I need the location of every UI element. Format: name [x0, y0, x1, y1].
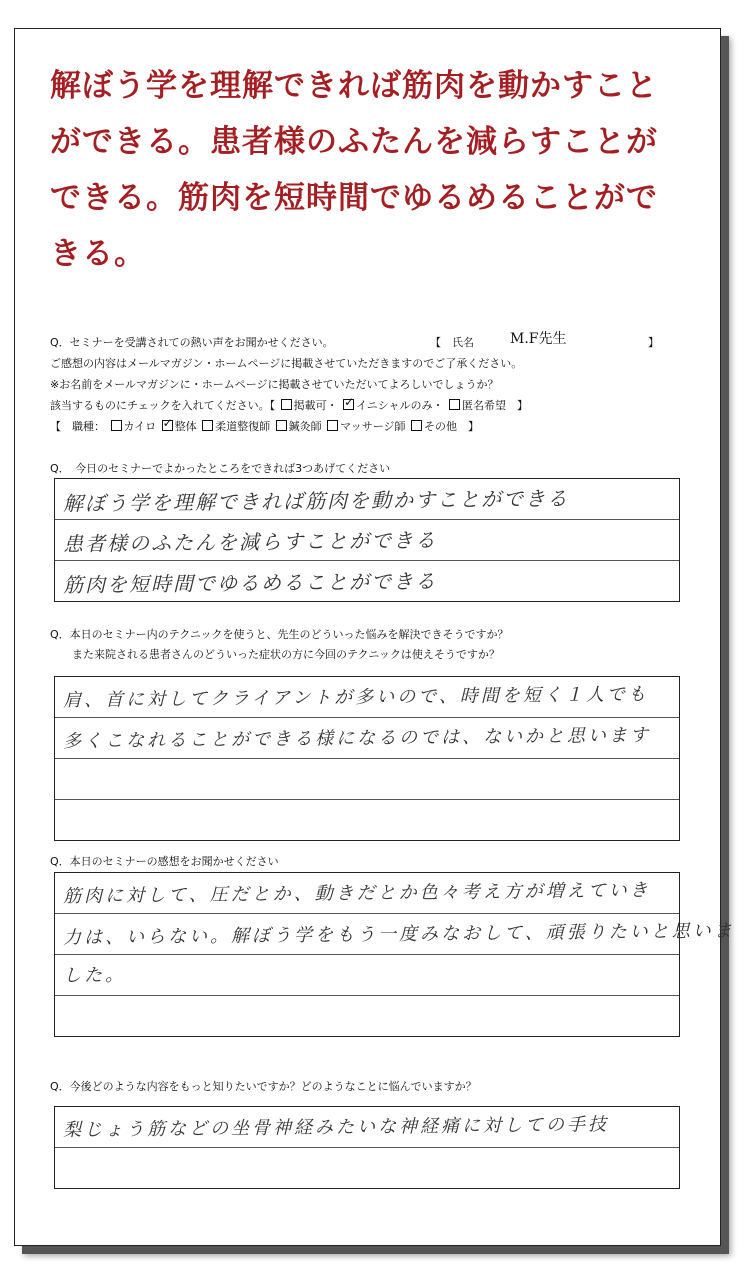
question-future-topics: Q．今後どのような内容をもっと知りたいですか？どのようなことに悩んでいますか？ [50, 1080, 477, 1093]
question-technique-sub: また来院される患者さんのどういった症状の方に今回のテクニックは使えそうですか？ [50, 648, 500, 661]
answer-line [55, 520, 679, 561]
handwritten-answer: 筋肉を短時間でゆるめることができる [62, 569, 438, 597]
check-intro: 該当するものにチェックを入れてください。【 [50, 399, 276, 412]
headline-line: きる。 [50, 236, 146, 272]
other-checkbox[interactable] [411, 420, 422, 431]
handwritten-answer: 肩、首に対してクライアントが多いので、時間を短く１人でも [62, 683, 649, 712]
name-value: M.F先生 [510, 331, 567, 347]
publish-checkbox[interactable] [281, 399, 292, 410]
question-technique: Q．本日のセミナー内のテクニックを使うと、先生のどういった悩みを解決できそうですか？ [50, 628, 509, 641]
handwritten-answer: 梨じょう筋などの坐骨神経みたいな神経痛に対しての手技 [62, 1114, 610, 1141]
headline-line: できる。筋肉を短時間でゆるめることがで [50, 180, 658, 216]
voice-question-text: Q．セミナーを受講されての熱い声をお聞かせください。 [50, 336, 334, 349]
answer-line [55, 800, 679, 840]
occupation-option: その他 】 [424, 420, 480, 433]
occupation-option: マッサージ師 [340, 420, 406, 433]
handwritten-answer: 多くこなれることができる様になるのでは、ないかと思います [62, 724, 652, 753]
question-impressions: Q．本日のセミナーの感想をお聞かせください [50, 855, 279, 868]
occupation-option: 鍼灸師 [288, 420, 322, 433]
occupation-label: 【 職種： [50, 420, 105, 433]
answer-line [55, 1107, 679, 1148]
answer-line [55, 873, 679, 914]
answer-line [55, 479, 679, 520]
anonymous-checkbox[interactable] [449, 399, 460, 410]
consent-notice: ご感想の内容はメールマガジン・ホームページに掲載させていただきますのでご了承ください。 [50, 357, 523, 370]
headline [50, 58, 700, 282]
occupation-option: 柔道整復師 [215, 420, 271, 433]
answer-line [55, 996, 679, 1036]
answer-line [55, 561, 679, 601]
judo-therapist-checkbox[interactable] [202, 420, 213, 431]
answer-box-future-topics [54, 1106, 680, 1189]
consent-question: ※お名前をメールマガジンに・ホームページに掲載させていただいてよろしいでしょうか？ [50, 378, 499, 391]
answer-box-good-points [54, 478, 680, 602]
answer-box-impressions [54, 872, 735, 1037]
occupation-option: カイロ [123, 420, 157, 433]
handwritten-answer: 力は、いらない。解ぼう学をもう一度みなおして、頑張りたいと思いま [62, 920, 735, 949]
initial-only-checkbox[interactable] [343, 399, 354, 410]
answer-line [55, 677, 679, 718]
answer-box-technique [54, 676, 680, 841]
answer-line [55, 1148, 679, 1188]
voice-question [50, 334, 334, 350]
anonymous-option: 匿名希望 】 [462, 399, 529, 412]
name-bracket-end: 】 [648, 336, 659, 349]
headline-line: ができる。患者様のふたんを減らすことが [50, 124, 658, 160]
answer-line [55, 955, 679, 996]
seitai-checkbox[interactable] [162, 420, 173, 431]
answer-line [55, 914, 735, 955]
initial-only-option: イニシャルのみ・ [356, 399, 444, 412]
publish-consent-row [50, 397, 528, 413]
handwritten-answer: した。 [62, 964, 127, 987]
headline-line: 解ぼう学を理解できれば筋肉を動かすこと [50, 68, 658, 104]
handwritten-answer: 解ぼう学を理解できれば筋肉を動かすことができる [62, 486, 570, 516]
handwritten-answer: 筋肉に対して、圧だとか、動きだとか色々考え方が増えていき [62, 879, 651, 908]
occupation-option: 整体 [174, 420, 197, 433]
acupuncture-checkbox[interactable] [276, 420, 287, 431]
answer-line [55, 718, 679, 759]
answer-line [55, 759, 679, 800]
name-label: 【 氏名 [430, 336, 474, 349]
chiro-checkbox[interactable] [111, 420, 122, 431]
massage-checkbox[interactable] [327, 420, 338, 431]
occupation-row [50, 418, 479, 434]
question-good-points: Q． 今日のセミナーでよかったところをできれば3つあげてください [50, 462, 391, 475]
handwritten-answer: 患者様のふたんを減らすことができる [62, 528, 438, 556]
publish-option: 掲載可・ [293, 399, 338, 412]
